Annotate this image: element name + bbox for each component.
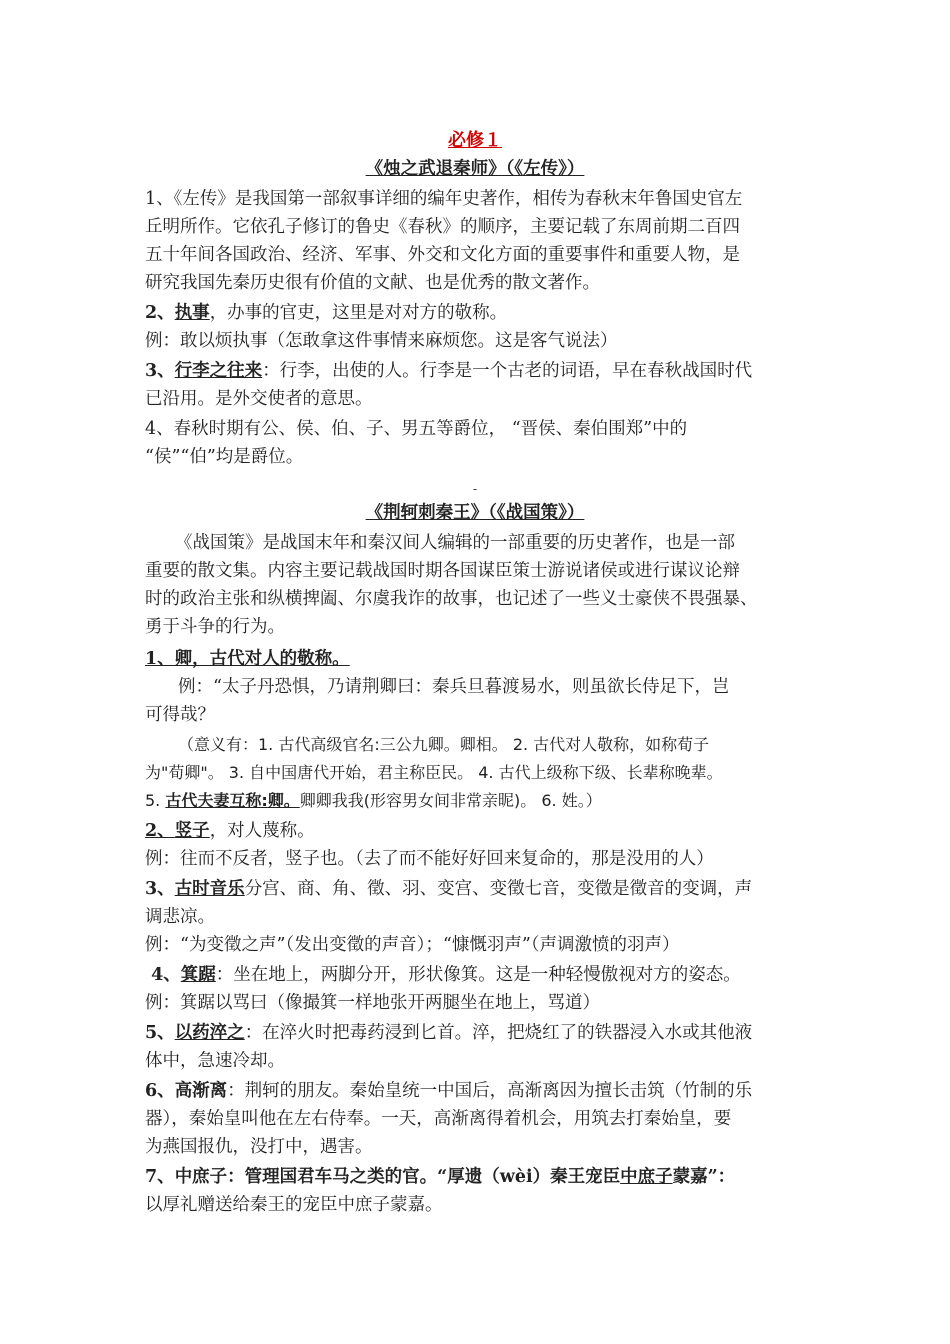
part2-item-2 — [145, 818, 315, 844]
part2-item-2-example: 例：往而不反者，竖子也。（去了而不能好好回来复命的，那是没用的人） — [145, 849, 714, 869]
part2-item-7-cont: 以厚礼赠送给秦王的宠臣中庶子蒙嘉。 — [145, 1195, 443, 1215]
part1-para-line: 1、《左传》是我国第一部叙事详细的编年史著作，相传为春秋末年鲁国史官左 — [145, 189, 743, 209]
part1-item-4: 4、春秋时期有公、侯、伯、子、男五等爵位， “晋侯、秦伯围郑”中的 — [145, 419, 688, 439]
part2-item-5 — [145, 1020, 752, 1046]
part1-para-line: 研究我国先秦历史很有价值的文献、也是优秀的散文著作。 — [145, 273, 600, 293]
item-text: 分宫、商、角、徵、羽、变宫、变徵七音，变徵是徵音的变调，声 — [244, 879, 753, 899]
part2-item-3 — [145, 876, 752, 902]
divider-mark: - — [472, 482, 478, 496]
part1-item-4-cont: “侯”“伯”均是爵位。 — [145, 447, 304, 467]
item-text: 中庶子：管理国君车马之类的官。“厚遗（wèi）秦王宠臣 — [174, 1167, 621, 1187]
item-term: 古时音乐 — [174, 879, 245, 899]
item-term: 执事 — [174, 303, 210, 323]
part1-item-2 — [145, 300, 507, 326]
part2-item-1-example-cont: 可得哉？ — [145, 705, 215, 725]
item-text: ：行李，出使的人。行李是一个古老的词语，早在春秋战国时代 — [262, 361, 753, 381]
item-text: ，对人蔑称。 — [209, 821, 315, 841]
part2-item-3-cont: 调悲凉。 — [145, 907, 215, 927]
item-number: 7、 — [145, 1167, 175, 1187]
part2-item-6 — [145, 1078, 752, 1104]
meaning-text: 卿卿我我(形容男女间非常亲昵)。 6. 姓。） — [299, 791, 602, 810]
part2-intro-line: 时的政治主张和纵横捭阖、尔虞我诈的故事，也记述了一些义士豪侠不畏强暴、 — [145, 589, 758, 609]
part2-item-1-meaning — [145, 788, 602, 814]
item-number: 2、 — [145, 303, 175, 323]
part1-item-3-cont: 已沿用。是外交使者的意思。 — [145, 389, 373, 409]
part2-item-7 — [145, 1164, 735, 1190]
part1-item-2-example: 例：敢以烦执事（怎敢拿这件事情来麻烦您。这是客气说法） — [145, 331, 618, 351]
part1-item-3 — [145, 358, 752, 384]
part2-item-3-example: 例：“为变徵之声”（发出变徵的声音）；“慷慨羽声”（声调激愤的羽声） — [145, 935, 680, 955]
part2-item-6-cont: 器），秦始皇叫他在左右侍奉。一天，高渐离得着机会，用筑去打秦始皇，要 — [145, 1109, 732, 1129]
part2-item-6-cont: 为燕国报仇，没打中，遇害。 — [145, 1137, 373, 1157]
item-term: 中庶子 — [620, 1167, 673, 1187]
item-text: ，办事的官吏，这里是对对方的敬称。 — [209, 303, 508, 323]
part2-item-4 — [145, 962, 741, 988]
part1-heading: 《烛之武退秦师》（《左传》） — [365, 159, 585, 179]
item-term: 竖子 — [174, 821, 210, 841]
item-term: 箕踞 — [180, 965, 216, 985]
part2-intro-line: 《战国策》是战国末年和秦汉间人编辑的一部重要的历史著作，也是一部 — [175, 533, 735, 553]
item-text: ：荆轲的朋友。秦始皇统一中国后，高渐离因为擅长击筑（竹制的乐 — [227, 1081, 753, 1101]
item-number: 3、 — [145, 361, 175, 381]
item-term: 以药淬之 — [174, 1023, 245, 1043]
part2-item-1-example: 例：“太子丹恐惧，乃请荆卿曰：秦兵旦暮渡易水，则虽欲长侍足下，岂 — [178, 677, 730, 697]
item-term: 高渐离 — [174, 1081, 228, 1101]
item-number: 2、 — [145, 821, 175, 841]
part2-heading: 《荆轲刺秦王》（《战国策》） — [365, 503, 585, 523]
part1-para-line: 丘明所作。它依孔子修订的鲁史《春秋》的顺序，主要记载了东周前期二百四 — [145, 217, 740, 237]
part2-item-1-meaning: 为"荀卿"。 3. 自中国唐代开始，君主称臣民。 4. 古代上级称下级、长辈称晚辈。 — [145, 763, 723, 782]
part2-item-5-cont: 体中，急速冷却。 — [145, 1051, 285, 1071]
part2-item-4-example: 例：箕踞以骂曰（像撮箕一样地张开两腿坐在地上，骂道） — [145, 993, 600, 1013]
section-title: 必修１ — [448, 130, 502, 151]
item-number: 3、 — [145, 879, 175, 899]
part2-item-1-meaning: （意义有：1. 古代高级官名:三公九卿。卿相。 2. 古代对人敬称，如称荀子 — [178, 735, 710, 754]
part2-intro-line: 重要的散文集。内容主要记载战国时期各国谋臣策士游说诸侯或进行谋议论辩 — [145, 561, 740, 581]
item-number: 6、 — [145, 1081, 175, 1101]
item-text: ：坐在地上，两脚分开，形状像箕。这是一种轻慢傲视对方的姿态。 — [215, 965, 741, 985]
part1-para-line: 五十年间各国政治、经济、军事、外交和文化方面的重要事件和重要人物，是 — [145, 245, 740, 265]
item-number: 5、 — [145, 1023, 175, 1043]
meaning-lead: 5. — [145, 791, 166, 810]
meaning-term: 古代夫妻互称:卿。 — [165, 791, 300, 810]
part2-intro-line: 勇于斗争的行为。 — [145, 617, 285, 637]
item-term: 行李之往来 — [174, 361, 263, 381]
item-number: 4、 — [145, 965, 181, 985]
item-text: 蒙嘉”： — [672, 1167, 736, 1187]
part2-item-1: 1、卿，古代对人的敬称。 — [145, 649, 350, 669]
item-text: ：在淬火时把毒药浸到匕首。淬，把烧红了的铁器浸入水或其他液 — [244, 1023, 753, 1043]
